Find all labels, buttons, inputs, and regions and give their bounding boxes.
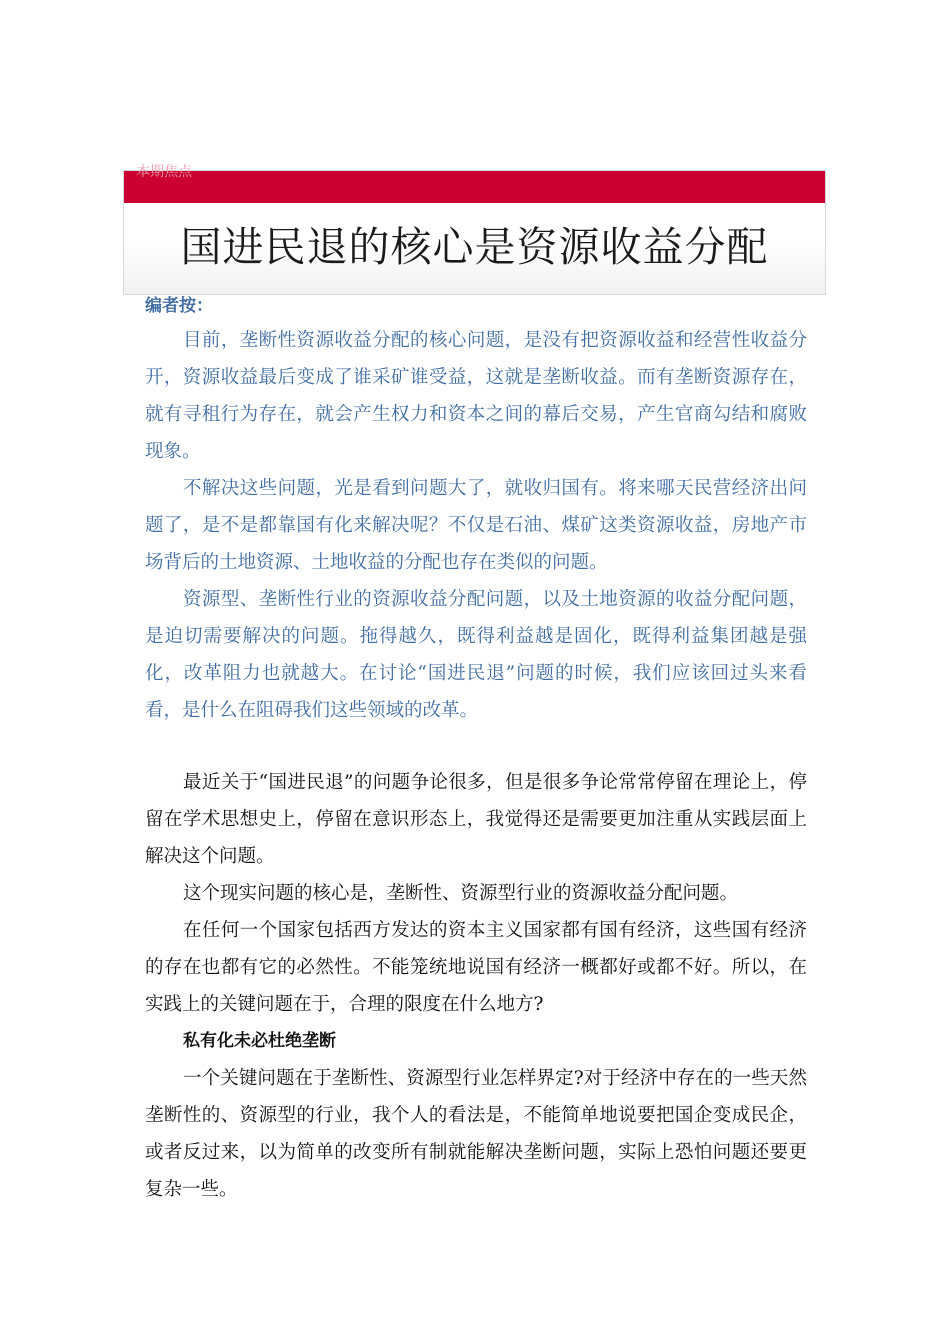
banner-accent-bar (124, 171, 825, 203)
body-paragraph: 一个关键问题在于垄断性、资源型行业怎样界定?对于经济中存在的一些天然垄断性的、资源型的行业，我个人的看法是，不能简单地说要把国企变成民企，或者反过来，以为简单的改变所有制就能解决垄断问题，实际上恐怕问题还要更复杂一些。 (145, 1068, 807, 1200)
body-paragraph: 在任何一个国家包括西方发达的资本主义国家都有国有经济，这些国有经济的存在也都有它的必然性。不能笼统地说国有经济一概都好或都不好。所以，在实践上的关键问题在于，合理的限度在什么地方? (145, 920, 807, 1015)
body-paragraph: 最近关于“国进民退”的问题争论很多，但是很多争论常常停留在理论上，停留在学术思想史上，停留在意识形态上，我觉得还是需要更加注重从实践层面上解决这个问题。 (145, 772, 807, 867)
editor-note-paragraph: 目前，垄断性资源收益分配的核心问题，是没有把资源收益和经营性收益分开，资源收益最后变成了谁采矿谁受益，这就是垄断收益。而有垄断资源存在，就有寻租行为存在，就会产生权力和资本之间的幕后交易，产生官商勾结和腐败现象。 (145, 330, 807, 462)
section-subheading: 私有化未必杜绝垄断 (183, 1031, 336, 1051)
editor-note-paragraph: 资源型、垄断性行业的资源收益分配问题，以及土地资源的收益分配问题，是迫切需要解决的问题。拖得越久，既得利益越是固化，既得利益集团越是强化，改革阻力也就越大。在讨论“国进民退”问题的时候，我们应该回过头来看看，是什么在阻碍我们这些领域的改革。 (145, 589, 807, 721)
article-body (145, 764, 807, 1208)
editor-note-paragraph: 不解决这些问题，光是看到问题大了，就收归国有。将来哪天民营经济出问题了，是不是都靠国有化来解决呢？不仅是石油、煤矿这类资源收益，房地产市场背后的土地资源、土地收益的分配也存在类似的问题。 (145, 478, 807, 573)
section-tag: 本期焦点 (136, 164, 192, 180)
body-paragraph: 这个现实问题的核心是，垄断性、资源型行业的资源收益分配问题。 (183, 883, 739, 904)
editor-note (145, 322, 807, 729)
page-title: 国进民退的核心是资源收益分配 (180, 223, 769, 271)
editor-note-label: 编者按： (145, 296, 213, 316)
